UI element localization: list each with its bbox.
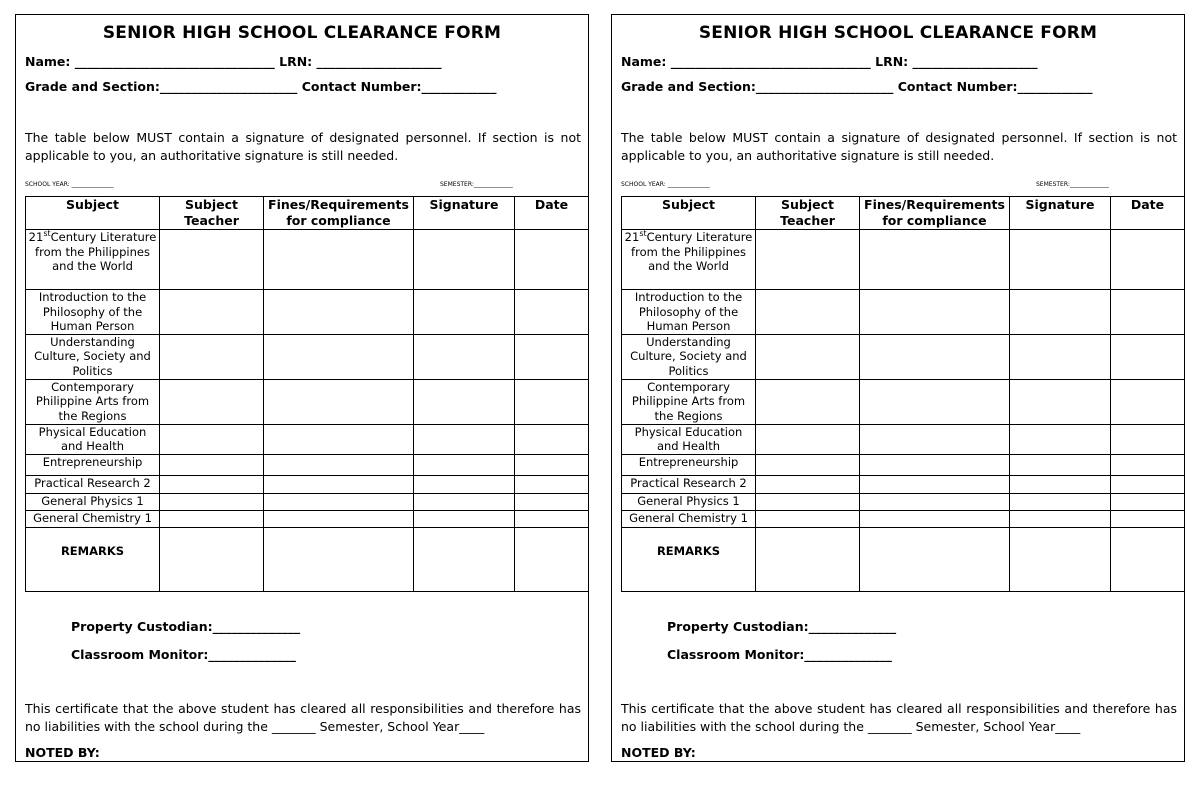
certificate-line-2: no liabilities with the school during the _______ Semester, School Year____	[621, 719, 1081, 734]
signature-cell[interactable]	[414, 454, 515, 475]
signature-cell[interactable]	[1010, 454, 1111, 475]
clearance-form-left	[15, 14, 589, 762]
table-row	[622, 334, 1185, 379]
property-custodian-line: Property Custodian:______________	[667, 619, 897, 634]
certificate-line-2: no liabilities with the school during the _______ Semester, School Year____	[25, 719, 485, 734]
header-signature: Signature	[1010, 197, 1111, 230]
table-header-row	[26, 197, 589, 230]
header-fines-requirements: Fines/Requirements for compliance	[860, 197, 1010, 230]
teacher-cell[interactable]	[160, 527, 264, 591]
teacher-cell[interactable]	[756, 454, 860, 475]
teacher-cell[interactable]	[756, 230, 860, 290]
header-subject: Subject	[26, 197, 160, 230]
noted-by-label: NOTED BY:	[621, 745, 696, 760]
signature-cell[interactable]	[414, 379, 515, 424]
teacher-cell[interactable]	[756, 493, 860, 510]
teacher-cell[interactable]	[756, 424, 860, 454]
subject-cell: Entrepreneurship	[26, 454, 160, 475]
header-signature: Signature	[414, 197, 515, 230]
grade-contact-line: Grade and Section:______________________ Contact Number:____________	[621, 79, 1093, 94]
date-cell[interactable]	[1111, 527, 1185, 591]
signature-cell[interactable]	[414, 493, 515, 510]
semester-label: SEMESTER:_____________	[1036, 181, 1109, 188]
subject-cell: Entrepreneurship	[622, 454, 756, 475]
signature-cell[interactable]	[414, 334, 515, 379]
teacher-cell[interactable]	[756, 527, 860, 591]
subject-cell: General Chemistry 1	[622, 510, 756, 527]
fines-cell[interactable]	[264, 424, 414, 454]
grade-contact-line: Grade and Section:______________________ Contact Number:____________	[25, 79, 497, 94]
fines-cell[interactable]	[860, 424, 1010, 454]
teacher-cell[interactable]	[756, 379, 860, 424]
fines-cell[interactable]	[264, 290, 414, 335]
fines-cell[interactable]	[264, 475, 414, 493]
header-fines-requirements: Fines/Requirements for compliance	[264, 197, 414, 230]
fines-cell[interactable]	[860, 290, 1010, 335]
teacher-cell[interactable]	[160, 454, 264, 475]
fines-cell[interactable]	[860, 475, 1010, 493]
teacher-cell[interactable]	[160, 424, 264, 454]
subject-cell: Physical Education and Health	[622, 424, 756, 454]
remarks-row	[622, 527, 1185, 591]
table-row	[26, 230, 589, 290]
table-row	[622, 230, 1185, 290]
signature-cell[interactable]	[1010, 230, 1111, 290]
table-row	[26, 475, 589, 493]
teacher-cell[interactable]	[756, 510, 860, 527]
signature-cell[interactable]	[414, 527, 515, 591]
subject-cell: Contemporary Philippine Arts from the Regions	[622, 379, 756, 424]
subject-cell: Understanding Culture, Society and Politics	[26, 334, 160, 379]
fines-cell[interactable]	[264, 510, 414, 527]
fines-cell[interactable]	[860, 334, 1010, 379]
school-year-label: SCHOOL YEAR: ______________	[621, 181, 710, 188]
signature-cell[interactable]	[414, 424, 515, 454]
fines-cell[interactable]	[860, 493, 1010, 510]
subject-cell: General Physics 1	[26, 493, 160, 510]
date-cell[interactable]	[1111, 493, 1185, 510]
signature-cell[interactable]	[1010, 379, 1111, 424]
table-header-row	[622, 197, 1185, 230]
certificate-line-1: This certificate that the above student has cleared all responsibilities and therefore has	[621, 701, 1177, 716]
remarks-label: REMARKS	[26, 527, 160, 591]
fines-cell[interactable]	[860, 454, 1010, 475]
fines-cell[interactable]	[860, 379, 1010, 424]
instruction-line-1: The table below MUST contain a signature of designated personnel. If section is not	[25, 130, 581, 145]
date-cell[interactable]	[515, 290, 589, 335]
date-cell[interactable]	[1111, 475, 1185, 493]
header-subject: Subject	[622, 197, 756, 230]
form-title: SENIOR HIGH SCHOOL CLEARANCE FORM	[102, 23, 502, 43]
subject-cell: Practical Research 2	[26, 475, 160, 493]
date-cell[interactable]	[1111, 379, 1185, 424]
fines-cell[interactable]	[264, 493, 414, 510]
noted-by-label: NOTED BY:	[25, 745, 100, 760]
table-row	[622, 424, 1185, 454]
subject-cell: 21stCentury Literature from the Philippines and the World	[26, 230, 160, 290]
fines-cell[interactable]	[860, 527, 1010, 591]
date-cell[interactable]	[515, 334, 589, 379]
table-row	[26, 454, 589, 475]
semester-label: SEMESTER:_____________	[440, 181, 513, 188]
subject-cell: General Physics 1	[622, 493, 756, 510]
form-title: SENIOR HIGH SCHOOL CLEARANCE FORM	[698, 23, 1098, 43]
table-row	[622, 454, 1185, 475]
date-cell[interactable]	[515, 475, 589, 493]
clearance-table	[621, 196, 1185, 592]
signature-cell[interactable]	[1010, 334, 1111, 379]
subject-cell: Practical Research 2	[622, 475, 756, 493]
fines-cell[interactable]	[264, 379, 414, 424]
fines-cell[interactable]	[264, 454, 414, 475]
instruction-line-2: applicable to you, an authoritative signature is still needed.	[621, 148, 995, 163]
teacher-cell[interactable]	[756, 290, 860, 335]
fines-cell[interactable]	[860, 230, 1010, 290]
header-subject-teacher: Subject Teacher	[160, 197, 264, 230]
header-date: Date	[1111, 197, 1185, 230]
date-cell[interactable]	[515, 454, 589, 475]
teacher-cell[interactable]	[160, 334, 264, 379]
instruction-paragraph	[25, 129, 581, 165]
subject-cell: Understanding Culture, Society and Politics	[622, 334, 756, 379]
certificate-paragraph	[25, 700, 581, 736]
date-cell[interactable]	[515, 230, 589, 290]
subject-cell: Introduction to the Philosophy of the Human Person	[622, 290, 756, 335]
header-date: Date	[515, 197, 589, 230]
teacher-cell[interactable]	[160, 493, 264, 510]
date-cell[interactable]	[1111, 454, 1185, 475]
signature-cell[interactable]	[1010, 475, 1111, 493]
teacher-cell[interactable]	[756, 475, 860, 493]
table-row	[26, 493, 589, 510]
instruction-line-1: The table below MUST contain a signature of designated personnel. If section is not	[621, 130, 1177, 145]
signature-cell[interactable]	[1010, 424, 1111, 454]
signature-cell[interactable]	[414, 230, 515, 290]
table-row	[26, 290, 589, 335]
name-lrn-line: Name: ________________________________ LRN: ____________________	[25, 54, 442, 69]
name-lrn-line: Name: ________________________________ LRN: ____________________	[621, 54, 1038, 69]
subject-cell: Physical Education and Health	[26, 424, 160, 454]
clearance-form-right	[611, 14, 1185, 762]
remarks-row	[26, 527, 589, 591]
date-cell[interactable]	[1111, 334, 1185, 379]
table-row	[26, 424, 589, 454]
header-subject-teacher: Subject Teacher	[756, 197, 860, 230]
teacher-cell[interactable]	[160, 230, 264, 290]
clearance-table	[25, 196, 589, 592]
date-cell[interactable]	[1111, 290, 1185, 335]
signature-cell[interactable]	[414, 290, 515, 335]
teacher-cell[interactable]	[160, 379, 264, 424]
school-year-label: SCHOOL YEAR: ______________	[25, 181, 114, 188]
table-row	[622, 510, 1185, 527]
remarks-label: REMARKS	[622, 527, 756, 591]
table-row	[26, 379, 589, 424]
table-row	[622, 290, 1185, 335]
fines-cell[interactable]	[264, 230, 414, 290]
signature-cell[interactable]	[414, 510, 515, 527]
date-cell[interactable]	[1111, 230, 1185, 290]
teacher-cell[interactable]	[160, 475, 264, 493]
fines-cell[interactable]	[264, 334, 414, 379]
date-cell[interactable]	[515, 527, 589, 591]
classroom-monitor-line: Classroom Monitor:______________	[667, 647, 892, 662]
certificate-line-1: This certificate that the above student has cleared all responsibilities and therefore has	[25, 701, 581, 716]
subject-cell: General Chemistry 1	[26, 510, 160, 527]
table-row	[622, 379, 1185, 424]
fines-cell[interactable]	[264, 527, 414, 591]
signature-cell[interactable]	[1010, 527, 1111, 591]
signature-cell[interactable]	[1010, 510, 1111, 527]
date-cell[interactable]	[515, 493, 589, 510]
table-row	[622, 475, 1185, 493]
signature-cell[interactable]	[1010, 290, 1111, 335]
fines-cell[interactable]	[860, 510, 1010, 527]
table-row	[26, 510, 589, 527]
date-cell[interactable]	[515, 379, 589, 424]
signature-cell[interactable]	[1010, 493, 1111, 510]
table-row	[26, 334, 589, 379]
classroom-monitor-line: Classroom Monitor:______________	[71, 647, 296, 662]
subject-cell: Introduction to the Philosophy of the Human Person	[26, 290, 160, 335]
teacher-cell[interactable]	[160, 510, 264, 527]
table-row	[622, 493, 1185, 510]
instruction-paragraph	[621, 129, 1177, 165]
date-cell[interactable]	[515, 424, 589, 454]
teacher-cell[interactable]	[160, 290, 264, 335]
certificate-paragraph	[621, 700, 1177, 736]
teacher-cell[interactable]	[756, 334, 860, 379]
date-cell[interactable]	[1111, 510, 1185, 527]
date-cell[interactable]	[1111, 424, 1185, 454]
signature-cell[interactable]	[414, 475, 515, 493]
subject-cell: Contemporary Philippine Arts from the Regions	[26, 379, 160, 424]
date-cell[interactable]	[515, 510, 589, 527]
property-custodian-line: Property Custodian:______________	[71, 619, 301, 634]
instruction-line-2: applicable to you, an authoritative signature is still needed.	[25, 148, 399, 163]
subject-cell: 21stCentury Literature from the Philippines and the World	[622, 230, 756, 290]
